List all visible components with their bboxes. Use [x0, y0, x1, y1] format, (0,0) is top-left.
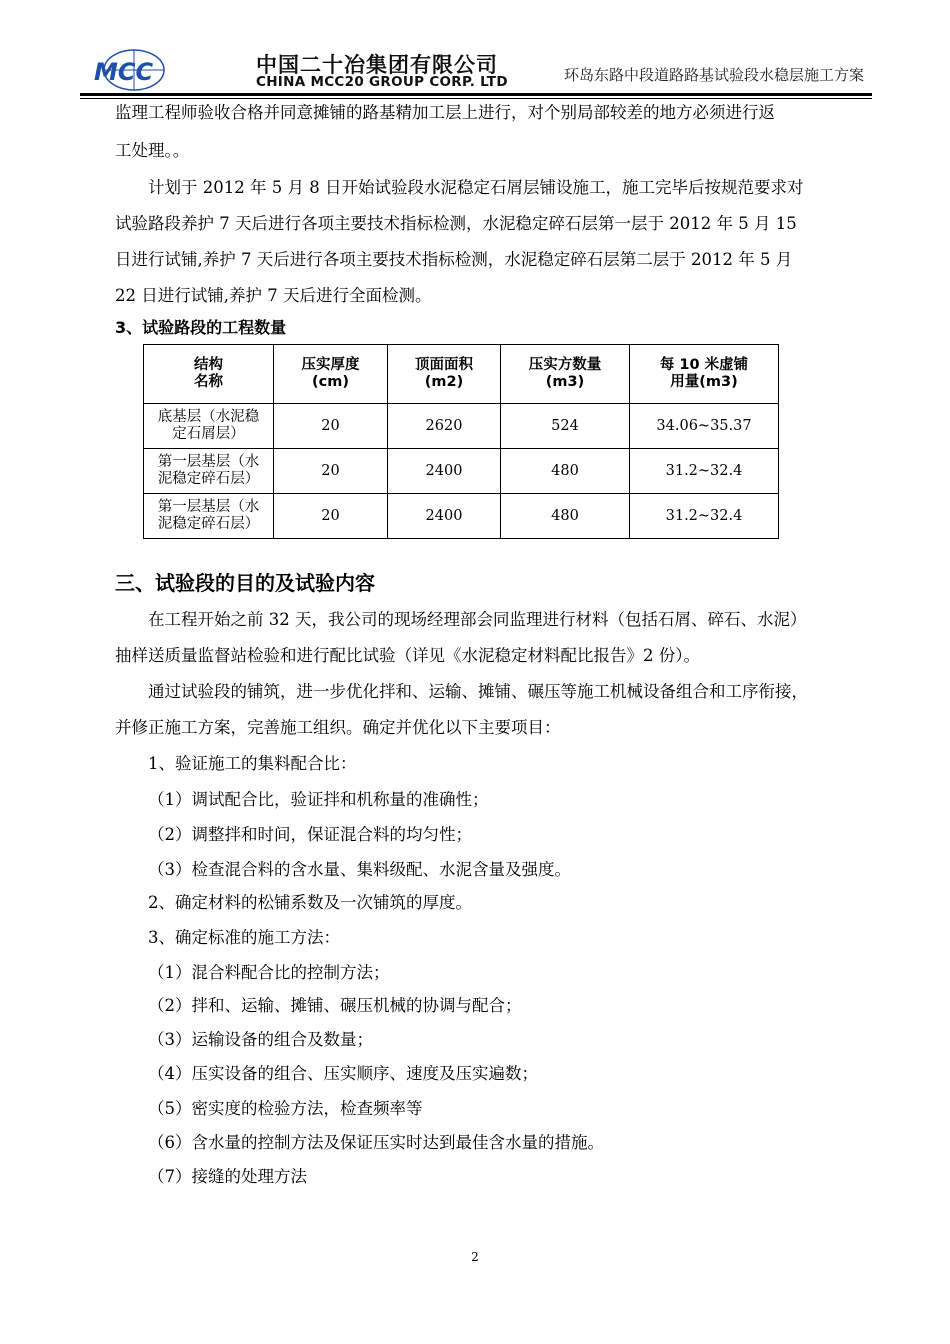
list-item: （2）调整拌和时间，保证混合料的均匀性；: [148, 825, 472, 844]
thickness-cell: 20: [274, 404, 388, 449]
table-header-row: [144, 345, 779, 404]
paragraph-line: 试验路段养护 7 天后进行各项主要技术指标检测，水泥稳定碎石层第一层于 2012 年 5 月 15: [115, 214, 797, 233]
table-header-cell: 每 10 米虚铺 用量(m3): [630, 345, 779, 404]
list-item: 3、确定标准的施工方法：: [148, 928, 340, 947]
structure-name-cell: 第一层基层（水 泥稳定碎石层）: [144, 494, 274, 539]
chapter-heading: 三、试验段的目的及试验内容: [115, 571, 375, 595]
list-item: （5）密实度的检验方法，检查频率等: [148, 1099, 423, 1118]
list-item: （3）运输设备的组合及数量；: [148, 1030, 373, 1049]
paragraph-line: 并修正施工方案，完善施工组织。确定并优化以下主要项目：: [115, 718, 561, 737]
list-item: （7）接缝的处理方法: [148, 1167, 307, 1186]
mcc-logo: [92, 48, 247, 94]
structure-name-cell: 底基层（水泥稳 定石屑层）: [144, 404, 274, 449]
paragraph-line: 工处理。。: [115, 141, 190, 160]
volume-cell: 480: [501, 449, 630, 494]
thickness-cell: 20: [274, 449, 388, 494]
section-heading: 3、试验路段的工程数量: [115, 318, 287, 337]
list-item: 1、验证施工的集料配合比：: [148, 754, 357, 773]
thickness-cell: 20: [274, 494, 388, 539]
area-cell: 2400: [388, 494, 501, 539]
loose-volume-cell: 34.06~35.37: [630, 404, 779, 449]
volume-cell: 524: [501, 404, 630, 449]
paragraph-line: 通过试验段的铺筑，进一步优化拌和、运输、摊铺、碾压等施工机械设备组合和工序衔接，: [148, 682, 808, 701]
table-header-cell: 压实厚度 (cm): [274, 345, 388, 404]
volume-cell: 480: [501, 494, 630, 539]
structure-name-cell: 第一层基层（水 泥稳定碎石层）: [144, 449, 274, 494]
list-item: （2）拌和、运输、摊铺、碾压机械的协调与配合；: [148, 996, 522, 1015]
table-header-cell: 顶面面积 (m2): [388, 345, 501, 404]
paragraph-line: 监理工程师验收合格并同意摊铺的路基精加工层上进行，对个别局部较差的地方必须进行返: [115, 103, 775, 122]
paragraph-line: 计划于 2012 年 5 月 8 日开始试验段水泥稳定石屑层铺设施工，施工完毕后按规范要求对: [148, 178, 804, 197]
table-row: [144, 494, 779, 539]
quantity-table: [143, 344, 779, 539]
paragraph-line: 日进行试铺,养护 7 天后进行各项主要技术指标检测，水泥稳定碎石层第二层于 2012 年 5 月: [115, 250, 793, 269]
paragraph-line: 在工程开始之前 32 天，我公司的现场经理部会同监理进行材料（包括石屑、碎石、水泥）: [148, 610, 807, 629]
header-rule: [80, 93, 872, 96]
list-item: （1）混合料配合比的控制方法；: [148, 963, 390, 982]
area-cell: 2620: [388, 404, 501, 449]
page-header: [80, 40, 870, 98]
header-rule-thin: [80, 98, 872, 99]
company-name-cn: 中国二十冶集团有限公司: [256, 53, 498, 77]
document-title: 环岛东路中段道路路基试验段水稳层施工方案: [563, 66, 864, 84]
table-row: [144, 404, 779, 449]
list-item: （3）检查混合料的含水量、集料级配、水泥含量及强度。: [148, 860, 571, 879]
list-item: （1）调试配合比，验证拌和机称量的准确性；: [148, 790, 489, 809]
list-item: （6）含水量的控制方法及保证压实时达到最佳含水量的措施。: [148, 1133, 604, 1152]
loose-volume-cell: 31.2~32.4: [630, 494, 779, 539]
table-header-cell: 压实方数量 (m3): [501, 345, 630, 404]
list-item: （4）压实设备的组合、压实顺序、速度及压实遍数；: [148, 1064, 538, 1083]
area-cell: 2400: [388, 449, 501, 494]
paragraph-line: 抽样送质量监督站检验和进行配比试验（详见《水泥稳定材料配比报告》2 份）。: [115, 646, 700, 665]
table-header-cell: 结构 名称: [144, 345, 274, 404]
list-item: 2、确定材料的松铺系数及一次铺筑的厚度。: [148, 893, 472, 912]
company-name-en: CHINA MCC20 GROUP CORP. LTD: [256, 74, 508, 90]
paragraph-line: 22 日进行试铺,养护 7 天后进行全面检测。: [115, 286, 432, 305]
logo-text: MCC: [94, 58, 154, 86]
loose-volume-cell: 31.2~32.4: [630, 449, 779, 494]
table-row: [144, 449, 779, 494]
page-number: 2: [471, 1250, 479, 1264]
